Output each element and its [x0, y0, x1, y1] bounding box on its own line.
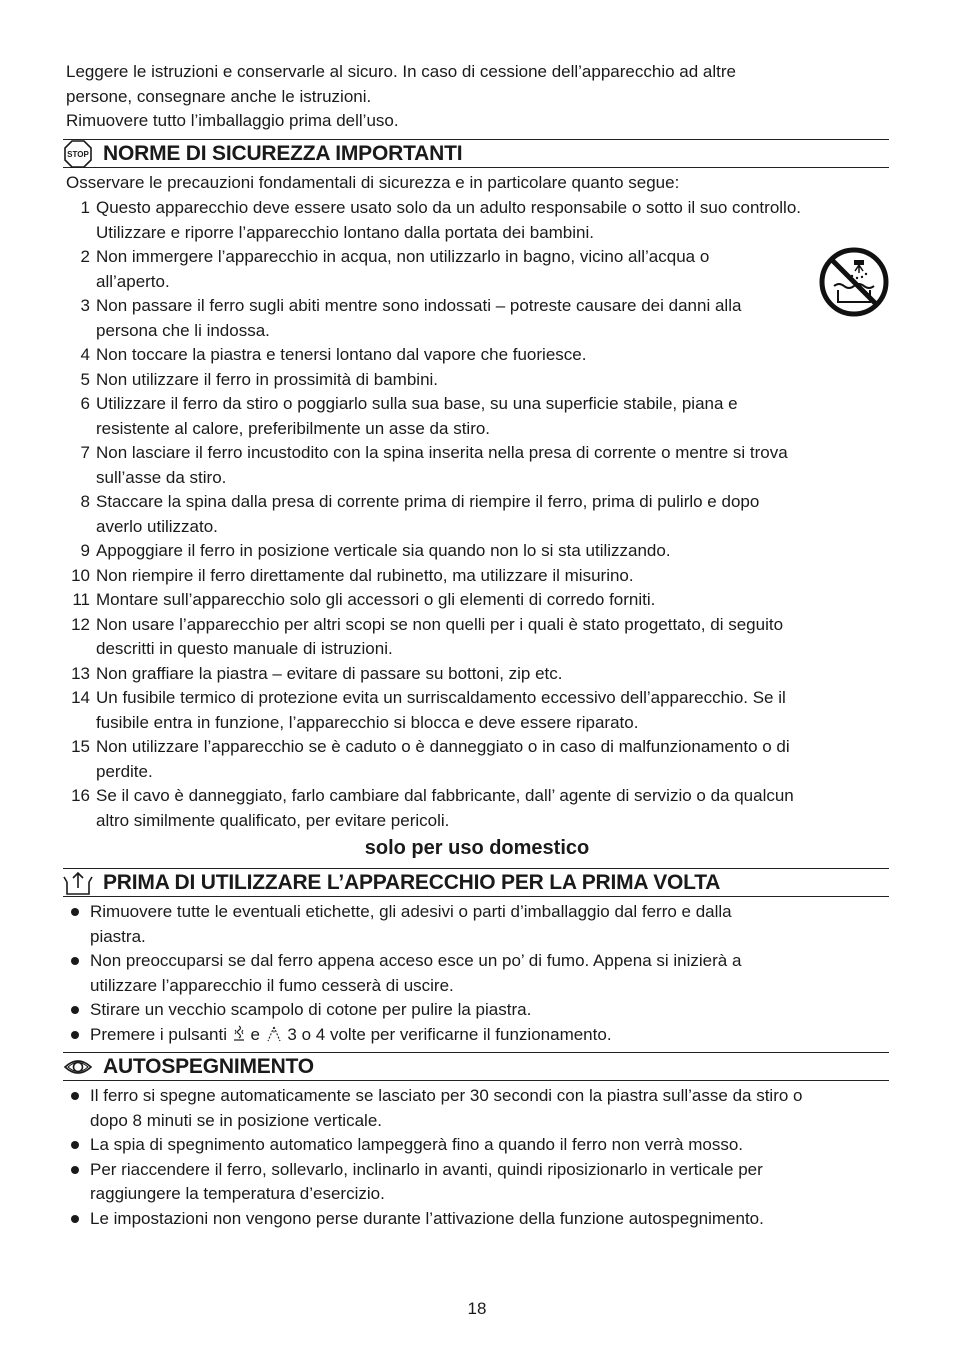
item-line: utilizzare l’apparecchio il fumo cesserà di uscire.: [90, 975, 454, 995]
page-number: 18: [467, 1299, 487, 1318]
item-line: Non lasciare il ferro incustodito con la spina inserita nella presa di corrente o mentre si trova: [96, 443, 788, 462]
bullet-icon: [64, 949, 90, 998]
item-text: [90, 998, 894, 1023]
bullet-icon: [64, 900, 90, 949]
list-item: [62, 613, 892, 662]
safety-lead: Osservare le precauzioni fondamentali di sicurezza e in particolare quanto segue:: [66, 173, 680, 192]
list-item: [62, 368, 892, 393]
stop-icon-text: STOP: [67, 149, 89, 159]
item-number: 5: [80, 369, 90, 389]
item-line: Un fusibile termico di protezione evita un surriscaldamento eccessivo dell’apparecchio. Se il: [96, 688, 786, 707]
item-text: [96, 564, 892, 589]
item-text: [90, 949, 894, 998]
item-text: [96, 441, 892, 490]
item-line: piastra.: [90, 926, 146, 946]
item-number: 10: [71, 565, 90, 585]
item-line: dopo 8 minuti se in posizione verticale.: [90, 1110, 382, 1130]
item-text: [96, 196, 892, 245]
item-number: 15: [71, 737, 90, 756]
item-line: Non riempire il ferro direttamente dal rubinetto, ma utilizzare il misurino.: [96, 565, 634, 585]
list-item: [62, 490, 892, 539]
list-item: [62, 441, 892, 490]
item-text: [90, 1207, 894, 1232]
section-title: AUTOSPEGNIMENTO: [103, 1054, 314, 1078]
item-line: Il ferro si spegne automaticamente se lasciato per 30 secondi con la piastra sull’asse da stiro o: [90, 1086, 803, 1105]
intro-line: persone, consegnare anche le istruzioni.: [66, 86, 372, 106]
item-text: [96, 735, 892, 784]
item-line: Non usare l’apparecchio per altri scopi se non quelli per i quali è stato progettato, di seguito: [96, 614, 784, 634]
list-item: [64, 900, 894, 949]
item-text: [90, 1084, 894, 1133]
item-text-part: 3 o 4 volte per verificarne il funzionamento.: [287, 1024, 612, 1044]
item-line: averlo utilizzato.: [96, 516, 218, 536]
list-item: [62, 294, 892, 343]
item-text: [96, 490, 892, 539]
item-line: Appoggiare il ferro in posizione verticale sia quando non lo si sta utilizzando.: [96, 541, 671, 560]
list-item: [64, 1207, 894, 1232]
item-line: Non graffiare la piastra – evitare di passare su bottoni, zip etc.: [96, 663, 563, 683]
item-text: [90, 1023, 894, 1051]
item-text: [96, 588, 892, 613]
list-item: [62, 196, 892, 245]
item-line: Montare sull’apparecchio solo gli accessori o gli elementi di corredo forniti.: [96, 590, 656, 609]
list-item: [64, 998, 894, 1023]
bullet-icon: [64, 1207, 90, 1232]
item-text: [96, 368, 892, 393]
list-item: [62, 784, 892, 833]
autooff-heading: [63, 1052, 889, 1081]
item-line: raggiungere la temperatura d’esercizio.: [90, 1184, 385, 1203]
list-item: [62, 343, 892, 368]
item-number: 16: [71, 786, 90, 805]
intro-line: Leggere le istruzioni e conservarle al sicuro. In caso di cessione dell’apparecchio ad altre: [66, 62, 736, 81]
item-line: altro similmente qualificato, per evitare pericoli.: [96, 810, 450, 830]
item-text: [96, 686, 892, 735]
item-line: perdite.: [96, 761, 153, 781]
list-item: [62, 588, 892, 613]
item-text-part: e: [250, 1024, 260, 1044]
item-line: Utilizzare e riporre l’apparecchio lontano dalla portata dei bambini.: [96, 222, 594, 242]
item-line: Non toccare la piastra e tenersi lontano dal vapore che fuoriesce.: [96, 345, 587, 364]
item-text: [90, 1133, 894, 1158]
item-text: [96, 343, 892, 368]
item-line: Non preoccuparsi se dal ferro appena acceso esce un po’ di fumo. Appena si inizierà a: [90, 951, 742, 970]
list-item: [62, 564, 892, 589]
intro-line: Rimuovere tutto l’imballaggio prima dell’uso.: [66, 111, 399, 130]
safety-list: [62, 196, 892, 833]
section-title: NORME DI SICUREZZA IMPORTANTI: [103, 141, 463, 165]
list-item: [62, 662, 892, 687]
item-text: [96, 392, 892, 441]
stop-icon: [63, 141, 93, 167]
item-line: Questo apparecchio deve essere usato solo da un adulto responsabile o sotto il suo controllo.: [96, 198, 802, 217]
item-number: 14: [71, 688, 90, 707]
list-item: [64, 949, 894, 998]
first-use-heading: [63, 868, 889, 897]
item-number: 4: [80, 345, 90, 364]
item-line: Non passare il ferro sugli abiti mentre sono indossati – potreste causare dei danni alla: [96, 296, 742, 315]
bullet-icon: [64, 1158, 90, 1207]
item-number: 13: [71, 663, 90, 683]
no-water-immersion-icon: [818, 246, 890, 318]
item-number: 7: [80, 443, 90, 462]
item-line: Stirare un vecchio scampolo di cotone per pulire la piastra.: [90, 1000, 532, 1019]
autooff-list: [64, 1084, 894, 1231]
bullet-icon: [64, 998, 90, 1023]
list-item: [62, 539, 892, 564]
list-item: [62, 392, 892, 441]
safety-heading: [63, 139, 889, 168]
item-number: 2: [80, 247, 90, 266]
item-line: Utilizzare il ferro da stiro o poggiarlo sulla sua base, su una superficie stabile, piana e: [96, 394, 738, 413]
list-item: [62, 245, 892, 294]
item-text: [96, 539, 892, 564]
item-line: Per riaccendere il ferro, sollevarlo, inclinarlo in avanti, quindi riposizionarlo in verticale per: [90, 1159, 763, 1179]
item-line: sull’asse da stiro.: [96, 467, 227, 487]
item-line: Non utilizzare il ferro in prossimità di bambini.: [96, 369, 439, 389]
unpack-box-icon: [63, 870, 93, 896]
list-item: [62, 735, 892, 784]
item-line: La spia di spegnimento automatico lampeggerà fino a quando il ferro non verrà mosso.: [90, 1135, 743, 1154]
item-text-part: Premere i pulsanti: [90, 1024, 228, 1044]
steam-shot-icon: [232, 1025, 246, 1051]
item-number: 9: [80, 541, 90, 560]
item-number: 12: [71, 614, 90, 634]
spray-icon: [265, 1025, 283, 1051]
item-text: [96, 613, 892, 662]
item-line: descritti in questo manuale di istruzioni.: [96, 639, 393, 658]
item-line: all’aperto.: [96, 271, 170, 291]
item-number: 8: [80, 492, 90, 511]
item-text: [90, 1158, 894, 1207]
item-line: persona che li indossa.: [96, 320, 270, 340]
item-line: Se il cavo è danneggiato, farlo cambiare dal fabbricante, dall’ agente di servizio o da qualcun: [96, 786, 794, 805]
item-line: Staccare la spina dalla presa di corrente prima di riempire il ferro, prima di pulirlo e dopo: [96, 492, 760, 511]
list-item: [64, 1133, 894, 1158]
intro-text: [66, 60, 896, 134]
item-number: 6: [80, 394, 90, 413]
bullet-icon: [64, 1133, 90, 1158]
list-item: [62, 686, 892, 735]
item-line: Non immergere l’apparecchio in acqua, non utilizzarlo in bagno, vicino all’acqua o: [96, 247, 710, 266]
item-text: [96, 662, 892, 687]
first-use-list: [64, 900, 894, 1050]
bullet-icon: [64, 1084, 90, 1133]
item-number: 11: [72, 590, 90, 609]
item-line: Non utilizzare l’apparecchio se è caduto o è danneggiato o in caso di malfunzionamento o di: [96, 737, 790, 756]
eye-icon: [63, 1054, 93, 1080]
item-line: fusibile entra in funzione, l’apparecchio si blocca e deve essere riparato.: [96, 712, 639, 732]
list-item: [64, 1158, 894, 1207]
item-text: [96, 245, 892, 294]
item-line: Rimuovere tutte le eventuali etichette, gli adesivi o parti d’imballaggio dal ferro e dalla: [90, 902, 732, 921]
section-title: PRIMA DI UTILIZZARE L’APPARECCHIO PER LA PRIMA VOLTA: [103, 870, 721, 894]
item-text: [90, 900, 894, 949]
item-number: 1: [80, 198, 90, 217]
item-line: resistente al calore, preferibilmente un asse da stiro.: [96, 418, 491, 438]
list-item: [64, 1084, 894, 1133]
item-line: Le impostazioni non vengono perse durante l’attivazione della funzione autospegnimento.: [90, 1208, 764, 1228]
item-text: [96, 784, 892, 833]
bullet-icon: [64, 1023, 90, 1051]
item-number: 3: [80, 296, 90, 315]
item-text: [96, 294, 892, 343]
domestic-use-note: solo per uso domestico: [364, 837, 590, 859]
list-item: [64, 1023, 894, 1051]
